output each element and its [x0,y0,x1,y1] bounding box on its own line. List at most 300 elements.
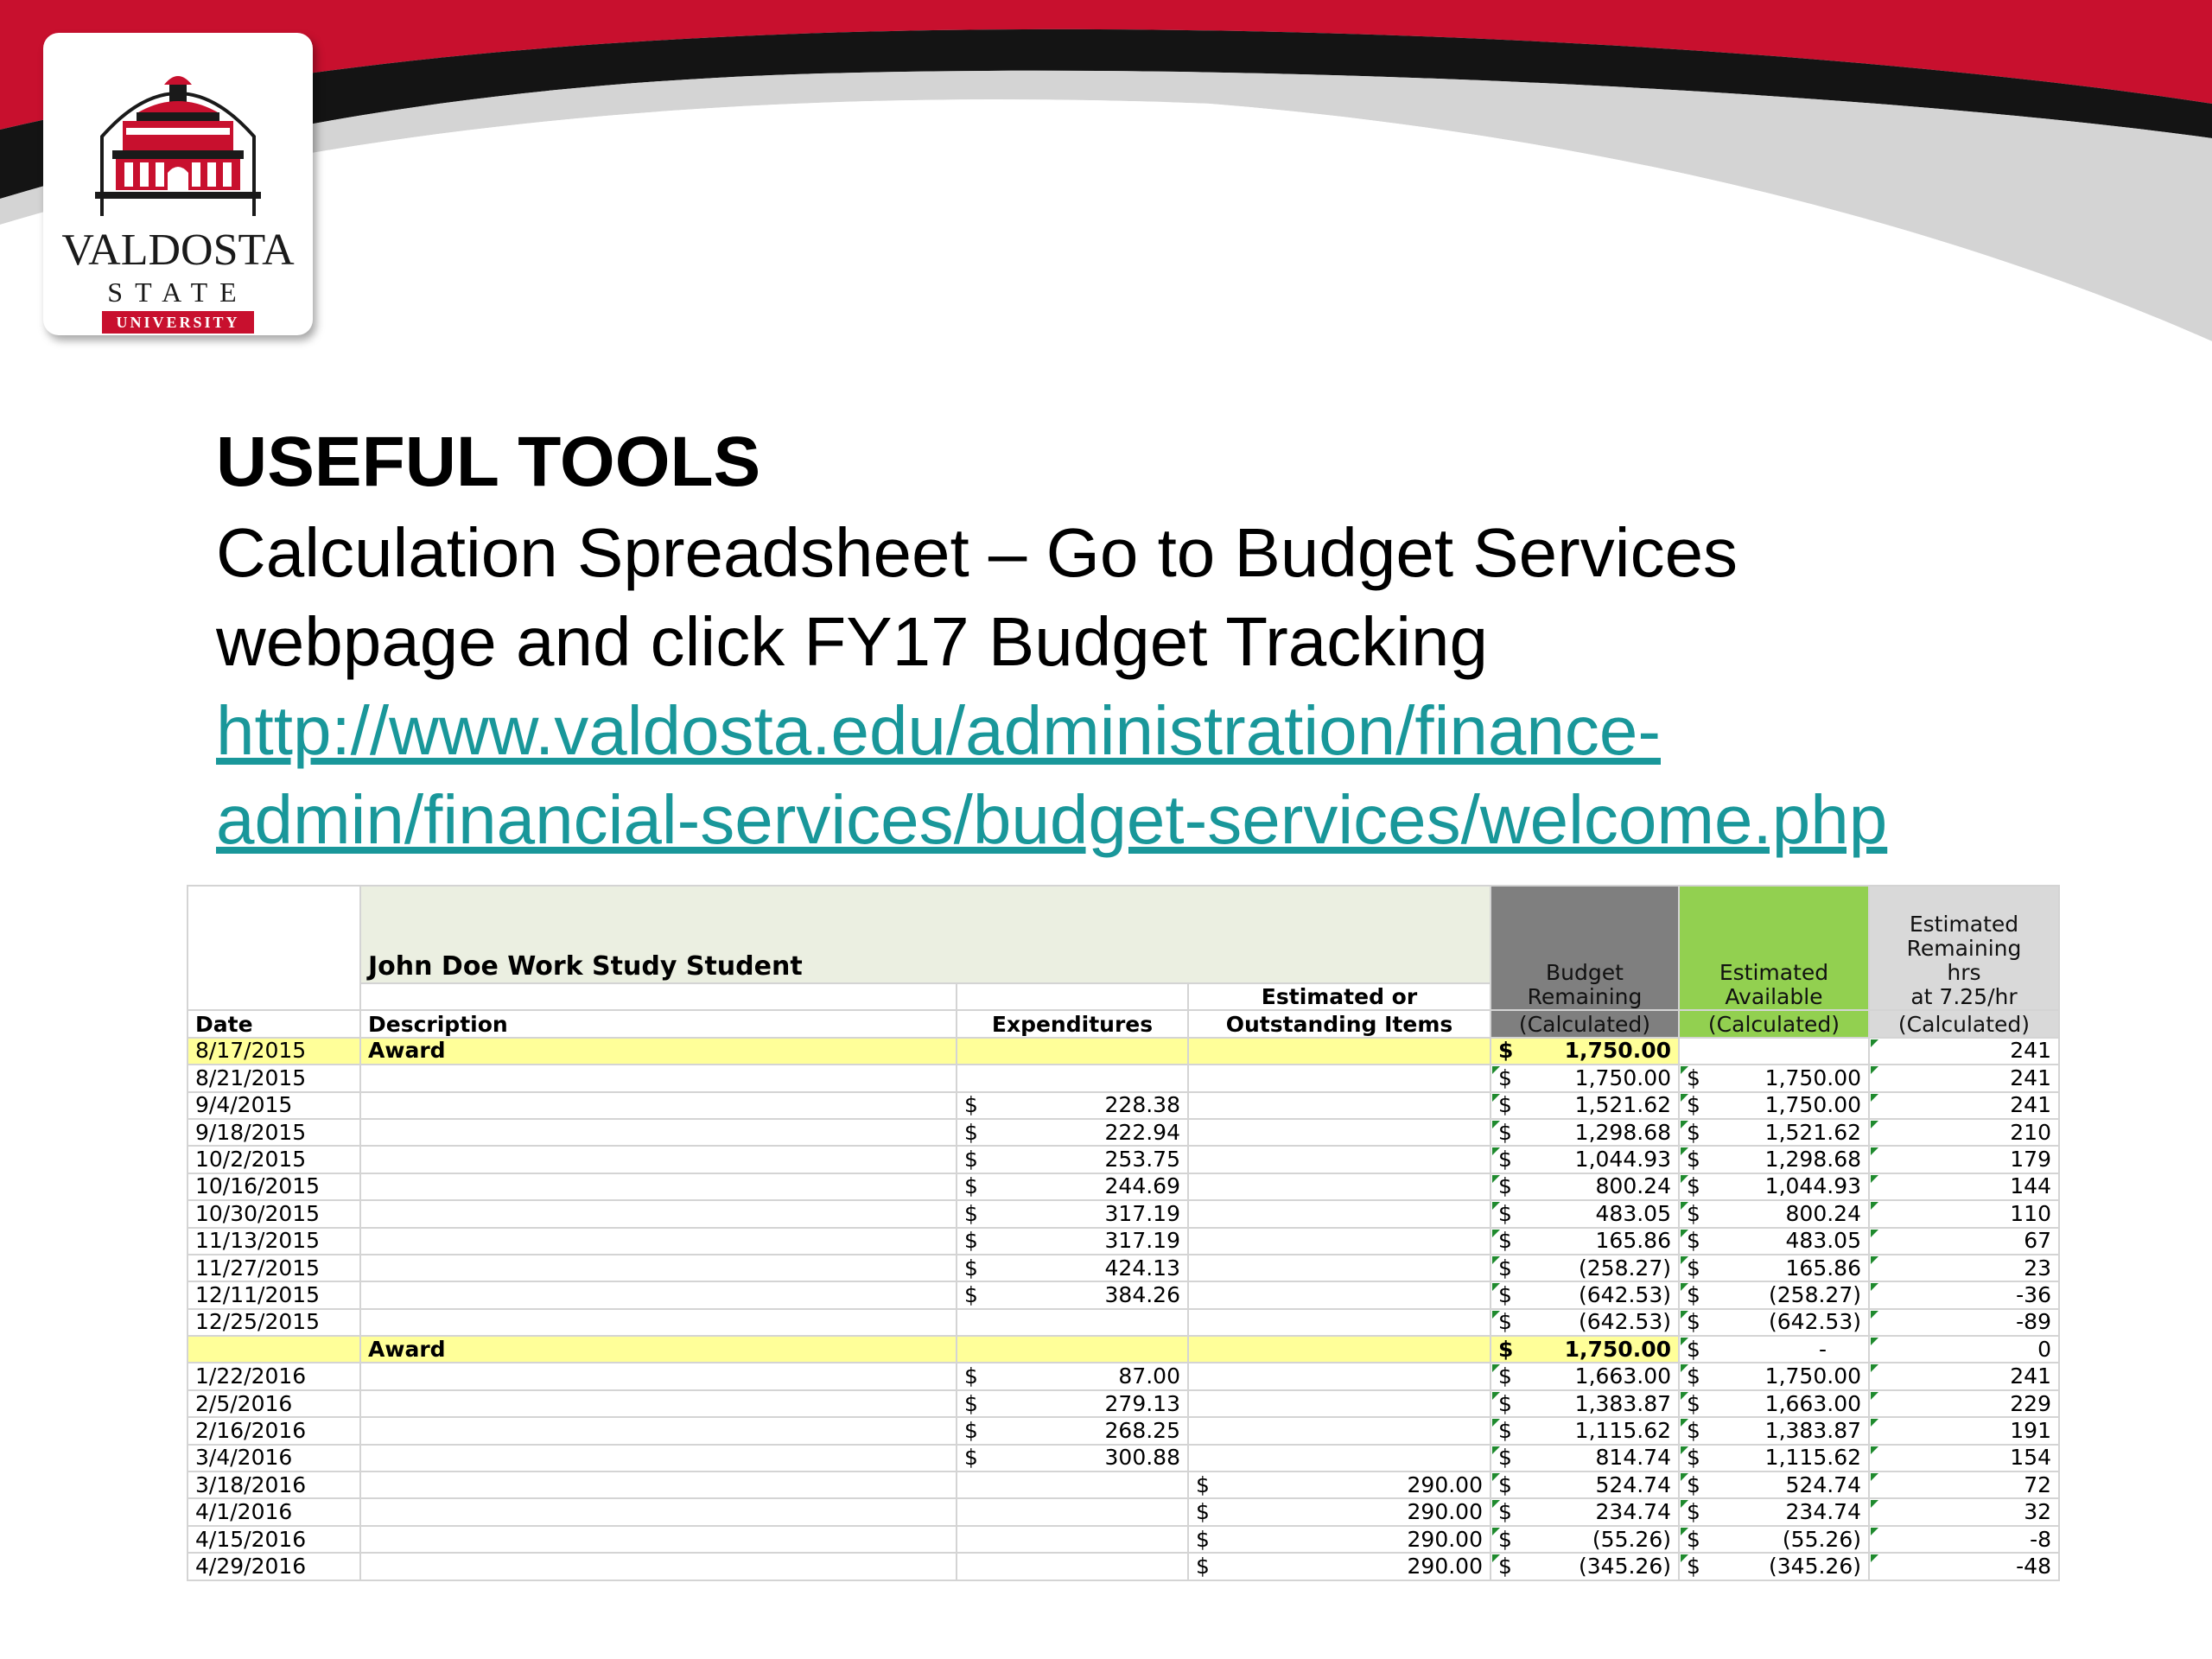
expenditure-cell [957,1228,1188,1255]
university-logo [43,33,313,335]
amount-value: (258.27) [1579,1255,1671,1281]
sheet-row [188,1526,2059,1553]
blank-cell [188,886,360,1010]
currency-symbol: $ [1498,1471,1512,1497]
header-text: at 7.25/hr [1910,984,2018,1010]
sheet-row [188,1092,2059,1119]
currency-symbol: $ [1498,1119,1512,1145]
amount-value: 1,663.00 [1764,1390,1861,1416]
hours-cell: 72 [1869,1471,2059,1498]
amount-value: 1,044.93 [1574,1147,1671,1173]
budget-remaining-cell [1491,1228,1679,1255]
hours-cell: 0 [1869,1336,2059,1363]
available-cell [1679,1417,1869,1444]
description-cell [360,1471,957,1498]
expenditure-cell [957,1146,1188,1173]
budget-tracking-sheet [187,885,2060,1581]
hours-cell: 154 [1869,1445,2059,1471]
estimated-available-header [1679,886,1869,1010]
amount-value: (55.26) [1782,1526,1861,1552]
budget-remaining-cell [1491,1200,1679,1227]
sheet-row [188,1255,2059,1281]
amount-value: 424.13 [1104,1255,1180,1281]
slide-text [216,416,2169,864]
logo-university: UNIVERSITY [102,311,254,334]
date-cell: 4/29/2016 [188,1553,360,1580]
sheet-row [188,1119,2059,1146]
amount-value: 244.69 [1104,1173,1180,1199]
sheet-row [188,1038,2059,1065]
available-cell [1679,1038,1869,1065]
amount-value: (642.53) [1579,1309,1671,1335]
available-cell [1679,1309,1869,1336]
currency-symbol: $ [1687,1200,1700,1226]
description-cell [360,1526,957,1553]
description-cell: Award [360,1038,957,1065]
amount-value: 483.05 [1595,1200,1671,1226]
currency-symbol: $ [1196,1471,1210,1497]
currency-symbol: $ [964,1281,978,1307]
budget-remaining-cell [1491,1173,1679,1200]
currency-symbol: $ [1687,1390,1700,1416]
amount-value: (642.53) [1769,1309,1861,1335]
header-text: Budget [1546,960,1624,986]
available-cell [1679,1445,1869,1471]
amount-value: 1,750.00 [1564,1038,1671,1064]
available-cell [1679,1065,1869,1091]
expenditure-cell [957,1309,1188,1336]
amount-value: 300.88 [1104,1445,1180,1471]
expenditure-cell [957,1498,1188,1525]
amount-value: 290.00 [1407,1471,1483,1497]
amount-value: 228.38 [1104,1092,1180,1118]
currency-symbol: $ [964,1173,978,1199]
currency-symbol: $ [1498,1445,1512,1471]
amount-value: 1,663.00 [1574,1363,1671,1389]
outstanding-cell [1188,1200,1491,1227]
amount-value: 524.74 [1595,1471,1671,1497]
currency-symbol: $ [1687,1173,1700,1199]
sheet-title: John Doe Work Study Student [360,886,1491,983]
hours-cell: 191 [1869,1417,2059,1444]
outstanding-cell [1188,1065,1491,1091]
hours-header-calc: (Calculated) [1869,1010,2059,1037]
amount-value: - [1818,1336,1827,1362]
outstanding-cell [1188,1309,1491,1336]
date-cell: 11/27/2015 [188,1255,360,1281]
description-header: Description [360,1010,957,1037]
budget-remaining-cell [1491,1336,1679,1363]
amount-value: 279.13 [1104,1390,1180,1416]
outstanding-cell [1188,1119,1491,1146]
sheet-row [188,1146,2059,1173]
currency-symbol: $ [1687,1092,1700,1118]
hours-cell: 144 [1869,1173,2059,1200]
amount-value: 1,750.00 [1764,1092,1861,1118]
currency-symbol: $ [1196,1526,1210,1552]
currency-symbol: $ [1498,1147,1512,1173]
amount-value: 87.00 [1118,1363,1180,1389]
available-cell [1679,1255,1869,1281]
available-cell [1679,1390,1869,1417]
currency-symbol: $ [1687,1255,1700,1281]
date-cell: 10/30/2015 [188,1200,360,1227]
description-cell [360,1200,957,1227]
outstanding-header: Outstanding Items [1188,1010,1491,1037]
currency-symbol: $ [1498,1173,1512,1199]
sheet-row [188,1498,2059,1525]
amount-value: 317.19 [1104,1200,1180,1226]
amount-value: 234.74 [1595,1499,1671,1525]
description-cell [360,1281,957,1308]
outstanding-cell [1188,1363,1491,1389]
outstanding-cell [1188,1281,1491,1308]
header-text: Available [1725,984,1823,1010]
budget-remaining-cell [1491,1309,1679,1336]
amount-value: 1,298.68 [1764,1147,1861,1173]
description-cell [360,1173,957,1200]
amount-value: 1,750.00 [1564,1336,1671,1362]
expenditure-cell [957,1281,1188,1308]
outstanding-cell [1188,1471,1491,1498]
budget-remaining-cell [1491,1065,1679,1091]
hours-cell: -48 [1869,1553,2059,1580]
date-cell [188,1336,360,1363]
description-cell [360,1445,957,1471]
available-cell [1679,1336,1869,1363]
date-cell: 3/4/2016 [188,1445,360,1471]
expenditure-cell [957,1200,1188,1227]
expenditure-cell [957,1363,1188,1389]
currency-symbol: $ [964,1363,978,1389]
date-cell: 12/25/2015 [188,1309,360,1336]
date-cell: 2/16/2016 [188,1417,360,1444]
description-cell [360,1363,957,1389]
budget-remaining-cell [1491,1255,1679,1281]
outstanding-cell [1188,1092,1491,1119]
amount-value: 1,521.62 [1574,1092,1671,1118]
header-text: Remaining [1906,936,2022,962]
hours-cell: 110 [1869,1200,2059,1227]
sheet-row [188,1445,2059,1471]
sheet-row [188,1471,2059,1498]
currency-symbol: $ [964,1092,978,1118]
outstanding-cell [1188,1526,1491,1553]
available-cell [1679,1200,1869,1227]
currency-symbol: $ [1687,1471,1700,1497]
header-text: Remaining [1527,984,1643,1010]
hours-cell: -8 [1869,1526,2059,1553]
outstanding-cell [1188,1228,1491,1255]
currency-symbol: $ [964,1390,978,1416]
budget-services-link-line-2[interactable]: admin/financial-services/budget-services/welcome.php [216,781,1888,858]
amount-value: (345.26) [1579,1553,1671,1579]
currency-symbol: $ [1498,1336,1514,1362]
header-text: Estimated [1719,960,1829,986]
amount-value: 222.94 [1104,1119,1180,1145]
available-cell [1679,1119,1869,1146]
hours-cell: 241 [1869,1038,2059,1065]
currency-symbol: $ [1687,1417,1700,1443]
amount-value: (258.27) [1769,1281,1861,1307]
date-cell: 3/18/2016 [188,1471,360,1498]
currency-symbol: $ [1498,1526,1512,1552]
amount-value: 1,521.62 [1764,1119,1861,1145]
amount-value: 234.74 [1785,1499,1861,1525]
outstanding-cell [1188,1255,1491,1281]
outstanding-cell [1188,1038,1491,1065]
date-cell: 11/13/2015 [188,1228,360,1255]
sheet-row [188,1228,2059,1255]
currency-symbol: $ [1687,1526,1700,1552]
amount-value: 1,383.87 [1574,1390,1671,1416]
currency-symbol: $ [1498,1417,1512,1443]
budget-remaining-cell [1491,1363,1679,1389]
available-cell [1679,1526,1869,1553]
logo-name: VALDOSTA [61,226,295,275]
description-cell [360,1553,957,1580]
currency-symbol: $ [964,1200,978,1226]
header-text: hrs [1947,960,1981,986]
budget-remaining-cell [1491,1146,1679,1173]
expenditure-cell [957,1092,1188,1119]
available-cell [1679,1281,1869,1308]
expenditure-cell [957,1038,1188,1065]
currency-symbol: $ [1687,1499,1700,1525]
expenditures-header: Expenditures [957,1010,1188,1037]
budget-remaining-cell [1491,1498,1679,1525]
sheet-row [188,1553,2059,1580]
budget-services-link-line-1[interactable]: http://www.valdosta.edu/administration/finance- [216,692,1661,769]
outstanding-cell [1188,1417,1491,1444]
expenditure-cell [957,1336,1188,1363]
amount-value: 1,750.00 [1764,1065,1861,1090]
available-header-calc: (Calculated) [1679,1010,1869,1037]
amount-value: 483.05 [1785,1228,1861,1254]
currency-symbol: $ [1687,1119,1700,1145]
blank-cell [360,983,957,1010]
amount-value: 1,115.62 [1764,1445,1861,1471]
hours-cell: 67 [1869,1228,2059,1255]
description-cell: Award [360,1336,957,1363]
description-cell [360,1255,957,1281]
sheet-row [188,1417,2059,1444]
budget-remaining-cell [1491,1526,1679,1553]
hours-cell: 210 [1869,1119,2059,1146]
expenditure-cell [957,1119,1188,1146]
outstanding-header-top: Estimated or [1188,983,1491,1010]
date-cell: 4/15/2016 [188,1526,360,1553]
description-cell [360,1146,957,1173]
expenditure-cell [957,1173,1188,1200]
currency-symbol: $ [1498,1499,1512,1525]
slide-heading: USEFUL TOOLS [216,423,761,501]
amount-value: 384.26 [1104,1281,1180,1307]
amount-value: 317.19 [1104,1228,1180,1254]
hours-cell: 229 [1869,1390,2059,1417]
sheet-row [188,1363,2059,1389]
currency-symbol: $ [1498,1065,1512,1090]
hours-cell: -89 [1869,1309,2059,1336]
outstanding-cell [1188,1498,1491,1525]
available-cell [1679,1146,1869,1173]
budget-remaining-cell [1491,1417,1679,1444]
currency-symbol: $ [964,1119,978,1145]
currency-symbol: $ [1687,1336,1700,1362]
amount-value: 814.74 [1595,1445,1671,1471]
currency-symbol: $ [1498,1228,1512,1254]
outstanding-cell [1188,1336,1491,1363]
currency-symbol: $ [964,1147,978,1173]
available-cell [1679,1498,1869,1525]
amount-value: 290.00 [1407,1526,1483,1552]
date-cell: 8/21/2015 [188,1065,360,1091]
budget-remaining-cell [1491,1471,1679,1498]
hours-cell: -36 [1869,1281,2059,1308]
amount-value: 800.24 [1595,1173,1671,1199]
outstanding-cell [1188,1553,1491,1580]
hours-cell: 241 [1869,1092,2059,1119]
currency-symbol: $ [1687,1445,1700,1471]
budget-remaining-cell [1491,1445,1679,1471]
currency-symbol: $ [1687,1228,1700,1254]
header-swoosh [0,0,2212,363]
available-cell [1679,1092,1869,1119]
expenditure-cell [957,1471,1188,1498]
expenditure-cell [957,1417,1188,1444]
outstanding-cell [1188,1146,1491,1173]
amount-value: (345.26) [1769,1553,1861,1579]
currency-symbol: $ [1498,1092,1512,1118]
expenditure-cell [957,1526,1188,1553]
amount-value: 1,044.93 [1764,1173,1861,1199]
budget-remaining-cell [1491,1038,1679,1065]
expenditure-cell [957,1065,1188,1091]
amount-value: 165.86 [1595,1228,1671,1254]
amount-value: 800.24 [1785,1200,1861,1226]
hours-cell: 241 [1869,1065,2059,1091]
date-cell: 9/18/2015 [188,1119,360,1146]
outstanding-cell [1188,1390,1491,1417]
available-cell [1679,1363,1869,1389]
blank-cell [957,983,1188,1010]
amount-value: 1,383.87 [1764,1417,1861,1443]
sheet-row [188,1390,2059,1417]
date-cell: 8/17/2015 [188,1038,360,1065]
currency-symbol: $ [964,1228,978,1254]
date-cell: 12/11/2015 [188,1281,360,1308]
sheet-row [188,1200,2059,1227]
description-cell [360,1498,957,1525]
available-cell [1679,1173,1869,1200]
budget-remaining-header [1491,886,1679,1010]
description-cell [360,1119,957,1146]
date-cell: 9/4/2015 [188,1092,360,1119]
currency-symbol: $ [1687,1553,1700,1579]
logo-state: STATE [107,276,249,308]
budget-remaining-cell [1491,1119,1679,1146]
sheet-row [188,1173,2059,1200]
currency-symbol: $ [964,1445,978,1471]
sheet-header-row-3 [188,1010,2059,1037]
sheet-rows [188,1038,2059,1580]
sheet-row [188,1309,2059,1336]
expenditure-cell [957,1255,1188,1281]
date-cell: 4/1/2016 [188,1498,360,1525]
amount-value: 290.00 [1407,1553,1483,1579]
date-cell: 1/22/2016 [188,1363,360,1389]
amount-value: 1,298.68 [1574,1119,1671,1145]
available-cell [1679,1553,1869,1580]
dome-building-icon [43,33,313,223]
amount-value: 1,115.62 [1574,1417,1671,1443]
currency-symbol: $ [1498,1390,1512,1416]
amount-value: 253.75 [1104,1147,1180,1173]
sheet-header-row-1 [188,886,2059,983]
amount-value: (642.53) [1579,1281,1671,1307]
currency-symbol: $ [1498,1255,1512,1281]
description-cell [360,1309,957,1336]
budget-remaining-cell [1491,1553,1679,1580]
expenditure-cell [957,1390,1188,1417]
description-cell [360,1417,957,1444]
currency-symbol: $ [1687,1281,1700,1307]
budget-remaining-cell [1491,1092,1679,1119]
description-cell [360,1390,957,1417]
amount-value: 165.86 [1785,1255,1861,1281]
amount-value: 524.74 [1785,1471,1861,1497]
amount-value: 1,750.00 [1574,1065,1671,1090]
sheet-row [188,1281,2059,1308]
sheet-row [188,1065,2059,1091]
description-cell [360,1228,957,1255]
currency-symbol: $ [1687,1309,1700,1335]
currency-symbol: $ [1498,1038,1514,1064]
amount-value: 268.25 [1104,1417,1180,1443]
outstanding-cell [1188,1445,1491,1471]
currency-symbol: $ [1498,1553,1512,1579]
currency-symbol: $ [964,1255,978,1281]
expenditure-cell [957,1553,1188,1580]
currency-symbol: $ [1498,1281,1512,1307]
budget-remaining-cell [1491,1281,1679,1308]
expenditure-cell [957,1445,1188,1471]
hours-cell: 241 [1869,1363,2059,1389]
date-cell: 10/16/2015 [188,1173,360,1200]
hours-cell: 179 [1869,1146,2059,1173]
currency-symbol: $ [1687,1147,1700,1173]
amount-value: (55.26) [1592,1526,1671,1552]
currency-symbol: $ [964,1417,978,1443]
header-text: Estimated [1909,912,2019,938]
estimated-hours-header [1869,886,2059,1010]
currency-symbol: $ [1196,1553,1210,1579]
outstanding-cell [1188,1173,1491,1200]
date-cell: 10/2/2015 [188,1146,360,1173]
currency-symbol: $ [1196,1499,1210,1525]
sheet-row [188,1336,2059,1363]
currency-symbol: $ [1498,1200,1512,1226]
date-cell: 2/5/2016 [188,1390,360,1417]
currency-symbol: $ [1687,1065,1700,1090]
amount-value: 290.00 [1407,1499,1483,1525]
budget-header-calc: (Calculated) [1491,1010,1679,1037]
body-line-1: Calculation Spreadsheet – Go to Budget Services [216,514,1738,591]
available-cell [1679,1471,1869,1498]
hours-cell: 32 [1869,1498,2059,1525]
description-cell [360,1065,957,1091]
amount-value: 1,750.00 [1764,1363,1861,1389]
